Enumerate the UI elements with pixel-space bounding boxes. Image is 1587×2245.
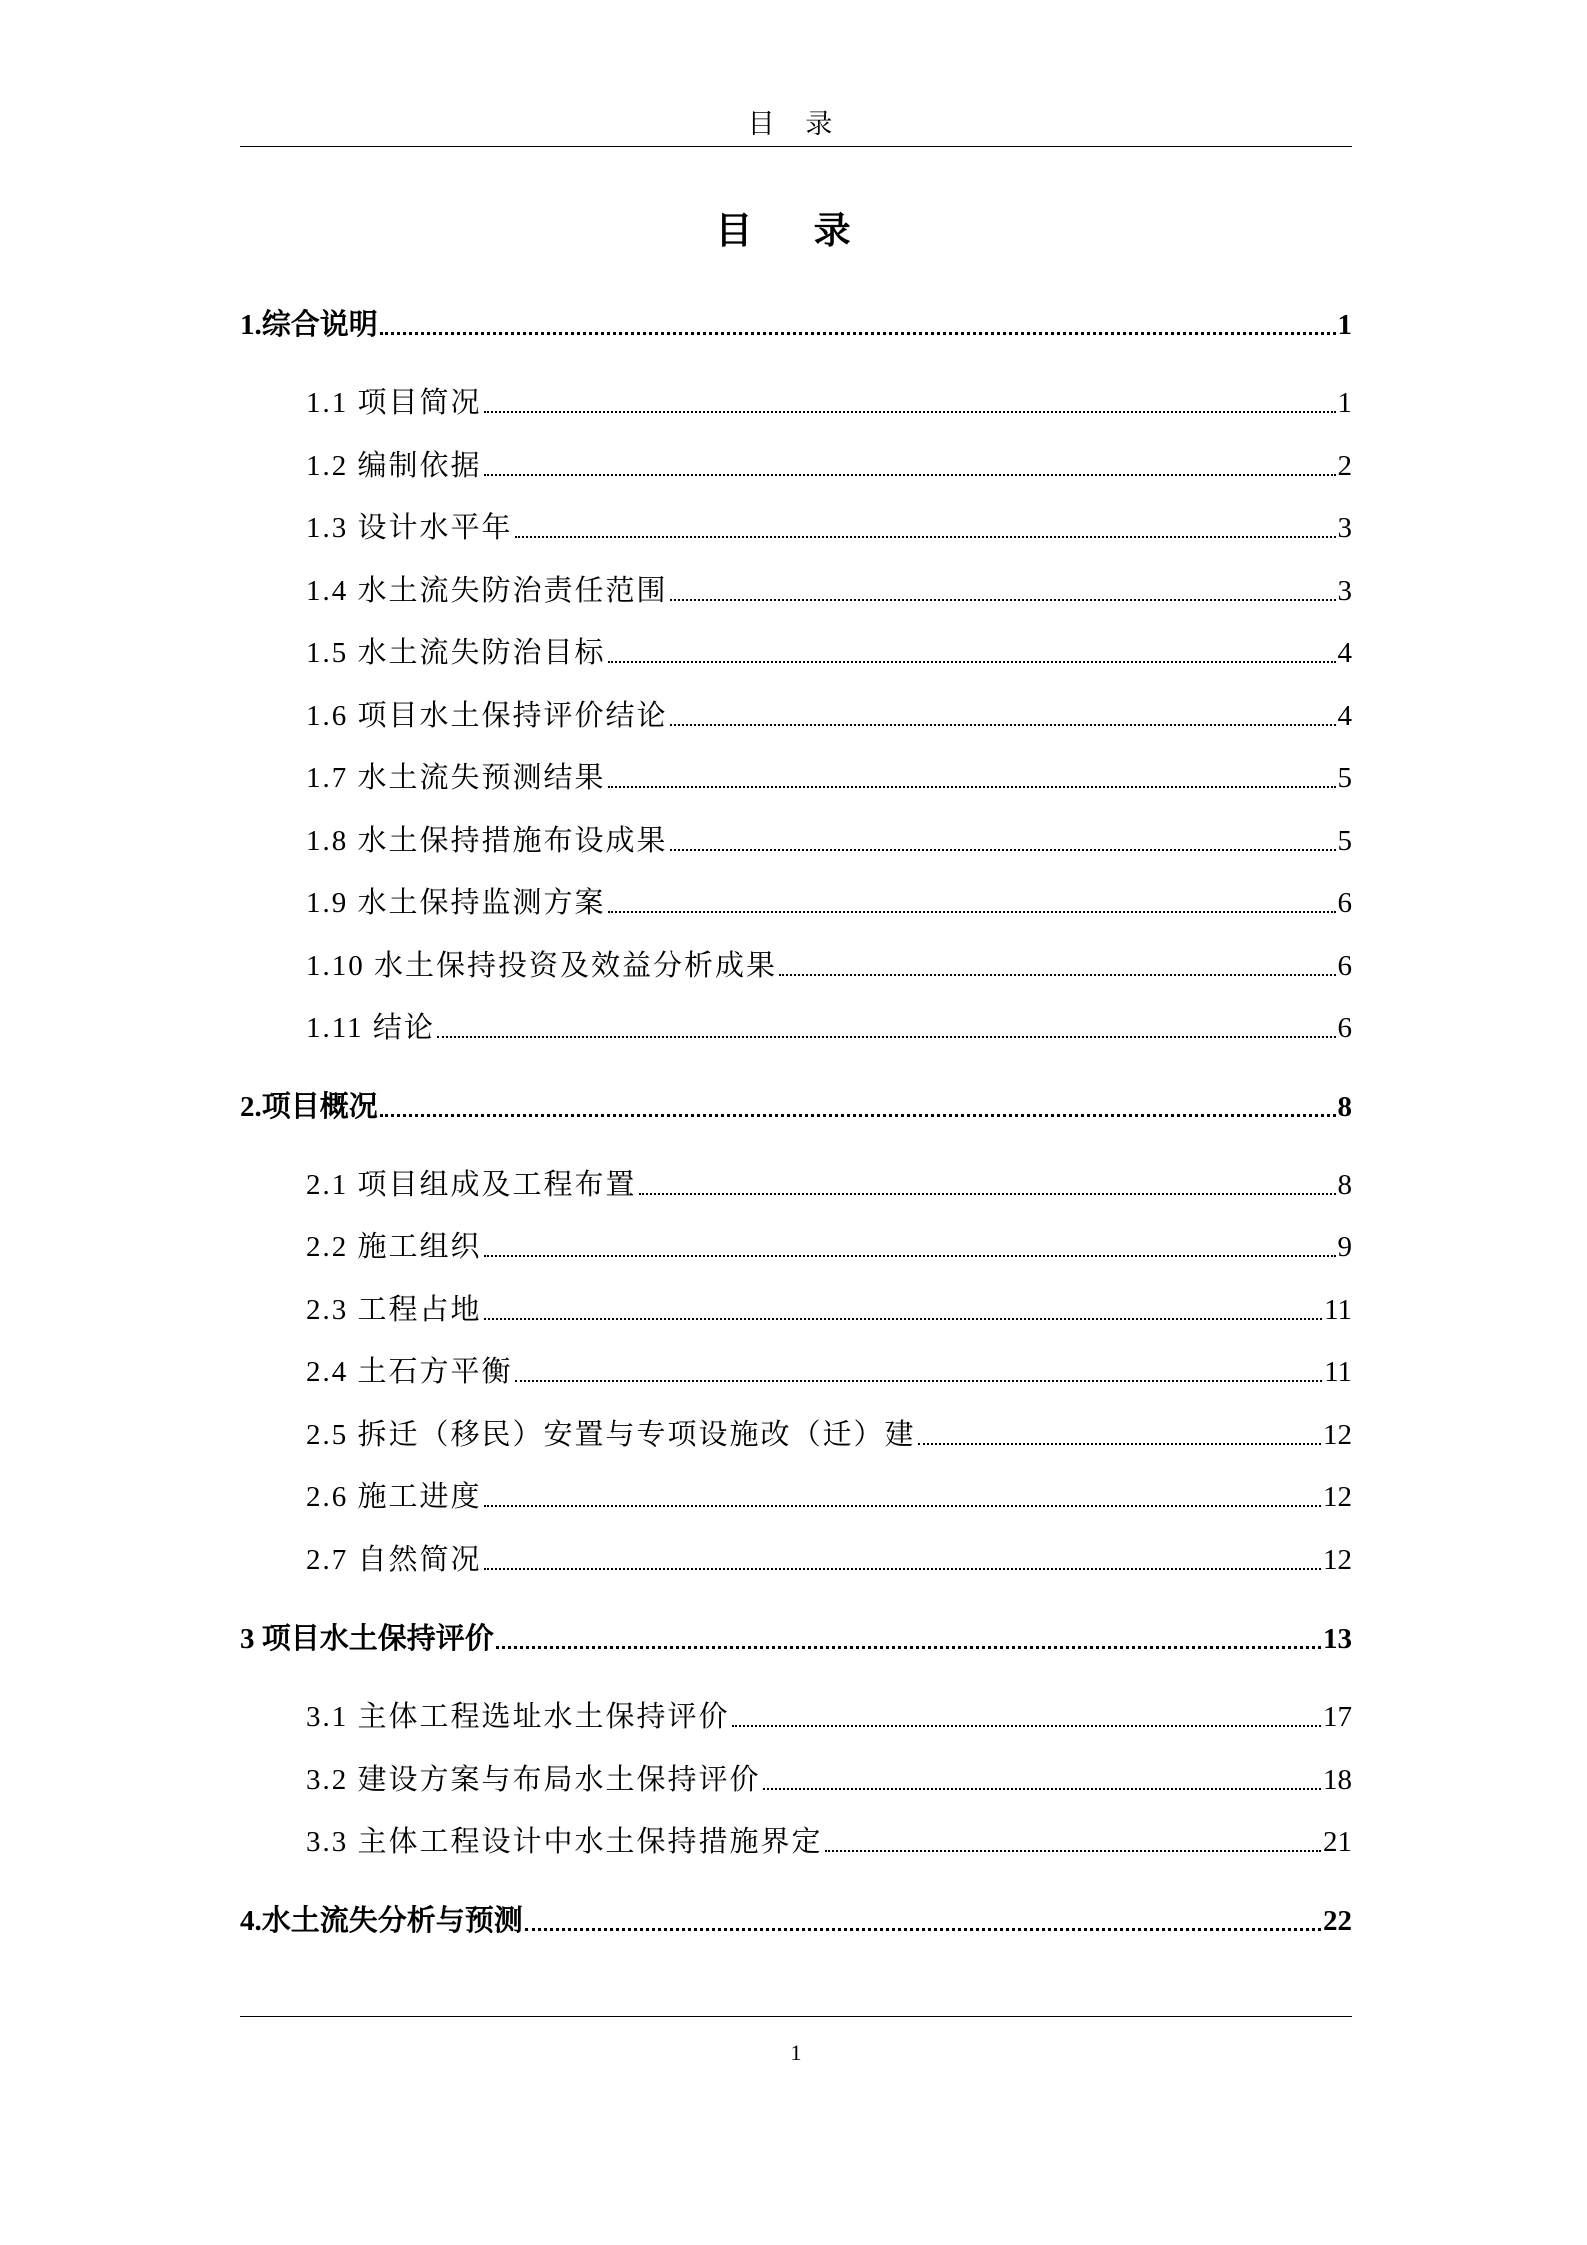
- toc-entry-page-number: 21: [1323, 1826, 1352, 1858]
- toc-dot-leader: [380, 1114, 1336, 1117]
- toc-entry-page-number: 2: [1337, 450, 1352, 482]
- footer-rule: [240, 2016, 1352, 2017]
- toc-entry-page-number: 11: [1324, 1294, 1352, 1326]
- toc-entry-page-number: 4: [1337, 700, 1352, 732]
- toc-entry-label: 1.11 结论: [306, 1012, 435, 1044]
- toc-dot-leader: [484, 1255, 1336, 1257]
- toc-dot-leader: [380, 332, 1336, 335]
- toc-section-entry[interactable]: [306, 1538, 1352, 1578]
- toc-chapter-entry[interactable]: [240, 1085, 1352, 1125]
- toc-entry-label: 2.5 拆迁（移民）安置与专项设施改（迁）建: [306, 1419, 916, 1451]
- toc-section-entry[interactable]: [306, 506, 1352, 546]
- toc-section-entry[interactable]: [306, 1225, 1352, 1265]
- toc-entry-label: 2.6 施工进度: [306, 1481, 482, 1513]
- toc-entry-page-number: 9: [1337, 1231, 1352, 1263]
- toc-section-entry[interactable]: [306, 756, 1352, 796]
- toc-chapter-entry[interactable]: [240, 1617, 1352, 1657]
- toc-dot-leader: [525, 1928, 1321, 1931]
- toc-entry-label: 1.7 水土流失预测结果: [306, 762, 606, 794]
- toc-entry-label: 2.1 项目组成及工程布置: [306, 1169, 637, 1201]
- toc-dot-leader: [484, 474, 1336, 476]
- toc-entry-label: 3 项目水土保持评价: [240, 1623, 494, 1655]
- toc-entry-label: 2.项目概况: [240, 1091, 378, 1123]
- toc-entry-label: 3.2 建设方案与布局水土保持评价: [306, 1764, 761, 1796]
- toc-section-entry[interactable]: [306, 444, 1352, 484]
- toc-dot-leader: [484, 1505, 1321, 1507]
- toc-entry-page-number: 3: [1337, 575, 1352, 607]
- toc-entry-page-number: 13: [1323, 1623, 1352, 1655]
- toc-entry-page-number: 12: [1323, 1419, 1352, 1451]
- toc-entry-label: 4.水土流失分析与预测: [240, 1905, 523, 1937]
- toc-title: 目 录: [715, 211, 877, 252]
- header-rule: [240, 146, 1352, 147]
- toc-dot-leader: [515, 1380, 1323, 1382]
- toc-dot-leader: [484, 411, 1336, 413]
- toc-chapter-entry[interactable]: [240, 1899, 1352, 1939]
- toc-entry-page-number: 3: [1337, 512, 1352, 544]
- toc-section-entry[interactable]: [306, 1695, 1352, 1735]
- toc-section-entry[interactable]: [306, 694, 1352, 734]
- toc-dot-leader: [732, 1725, 1321, 1727]
- toc-dot-leader: [608, 661, 1336, 663]
- toc-section-entry[interactable]: [306, 631, 1352, 671]
- toc-entry-page-number: 22: [1323, 1905, 1352, 1937]
- toc-section-entry[interactable]: [306, 1475, 1352, 1515]
- toc-entry-page-number: 18: [1323, 1764, 1352, 1796]
- toc-section-entry[interactable]: [306, 881, 1352, 921]
- toc-entry-label: 3.1 主体工程选址水土保持评价: [306, 1701, 730, 1733]
- toc-entry-page-number: 12: [1323, 1544, 1352, 1576]
- toc-entry-page-number: 1: [1337, 309, 1352, 341]
- toc-dot-leader: [779, 974, 1335, 976]
- toc-dot-leader: [608, 911, 1336, 913]
- toc-section-entry[interactable]: [306, 1288, 1352, 1328]
- toc-entry-label: 2.7 自然简况: [306, 1544, 482, 1576]
- toc-entry-page-number: 12: [1323, 1481, 1352, 1513]
- toc-entry-label: 1.3 设计水平年: [306, 512, 513, 544]
- toc-section-entry[interactable]: [306, 1163, 1352, 1203]
- toc-dot-leader: [763, 1788, 1321, 1790]
- toc-section-entry[interactable]: [306, 1758, 1352, 1798]
- toc-entry-label: 1.8 水土保持措施布设成果: [306, 825, 668, 857]
- toc-dot-leader: [484, 1318, 1323, 1320]
- toc-dot-leader: [437, 1036, 1336, 1038]
- toc-entry-page-number: 5: [1337, 762, 1352, 794]
- toc-entry-label: 1.4 水土流失防治责任范围: [306, 575, 668, 607]
- toc-dot-leader: [496, 1646, 1321, 1649]
- toc-entry-label: 1.1 项目简况: [306, 387, 482, 419]
- toc-entry-label: 1.6 项目水土保持评价结论: [306, 700, 668, 732]
- toc-section-entry[interactable]: [306, 1006, 1352, 1046]
- toc-entry-label: 1.10 水土保持投资及效益分析成果: [306, 950, 778, 982]
- toc-entry-page-number: 6: [1337, 887, 1352, 919]
- toc-dot-leader: [515, 536, 1336, 538]
- toc-section-entry[interactable]: [306, 1350, 1352, 1390]
- toc-entry-label: 2.3 工程占地: [306, 1294, 482, 1326]
- toc-entry-page-number: 6: [1337, 950, 1352, 982]
- toc-entry-page-number: 6: [1337, 1012, 1352, 1044]
- toc-entry-label: 3.3 主体工程设计中水土保持措施界定: [306, 1826, 823, 1858]
- page-number: 1: [790, 2040, 802, 2065]
- toc-chapter-entry[interactable]: [240, 303, 1352, 343]
- toc-section-entry[interactable]: [306, 1820, 1352, 1860]
- toc-dot-leader: [918, 1443, 1321, 1445]
- toc-entry-page-number: 8: [1337, 1091, 1352, 1123]
- toc-entry-label: 1.9 水土保持监测方案: [306, 887, 606, 919]
- toc-section-entry[interactable]: [306, 944, 1352, 984]
- toc-entry-label: 2.2 施工组织: [306, 1231, 482, 1263]
- toc-section-entry[interactable]: [306, 1413, 1352, 1453]
- toc-dot-leader: [825, 1850, 1321, 1852]
- toc-dot-leader: [608, 786, 1336, 788]
- toc-dot-leader: [670, 599, 1336, 601]
- toc-entry-page-number: 8: [1337, 1169, 1352, 1201]
- toc-dot-leader: [670, 724, 1336, 726]
- toc-entry-label: 1.2 编制依据: [306, 450, 482, 482]
- toc-section-entry[interactable]: [306, 381, 1352, 421]
- toc-dot-leader: [670, 849, 1336, 851]
- toc-entry-page-number: 11: [1324, 1356, 1352, 1388]
- toc-entry-page-number: 1: [1337, 387, 1352, 419]
- toc-entry-page-number: 5: [1337, 825, 1352, 857]
- toc-entry-page-number: 17: [1323, 1701, 1352, 1733]
- toc-entry-page-number: 4: [1337, 637, 1352, 669]
- toc-entry-label: 1.综合说明: [240, 309, 378, 341]
- toc-section-entry[interactable]: [306, 569, 1352, 609]
- running-header: 目 录: [747, 109, 845, 139]
- toc-entry-label: 2.4 土石方平衡: [306, 1356, 513, 1388]
- toc-dot-leader: [484, 1568, 1321, 1570]
- toc-section-entry[interactable]: [306, 819, 1352, 859]
- toc-dot-leader: [639, 1193, 1336, 1195]
- toc-entry-label: 1.5 水土流失防治目标: [306, 637, 606, 669]
